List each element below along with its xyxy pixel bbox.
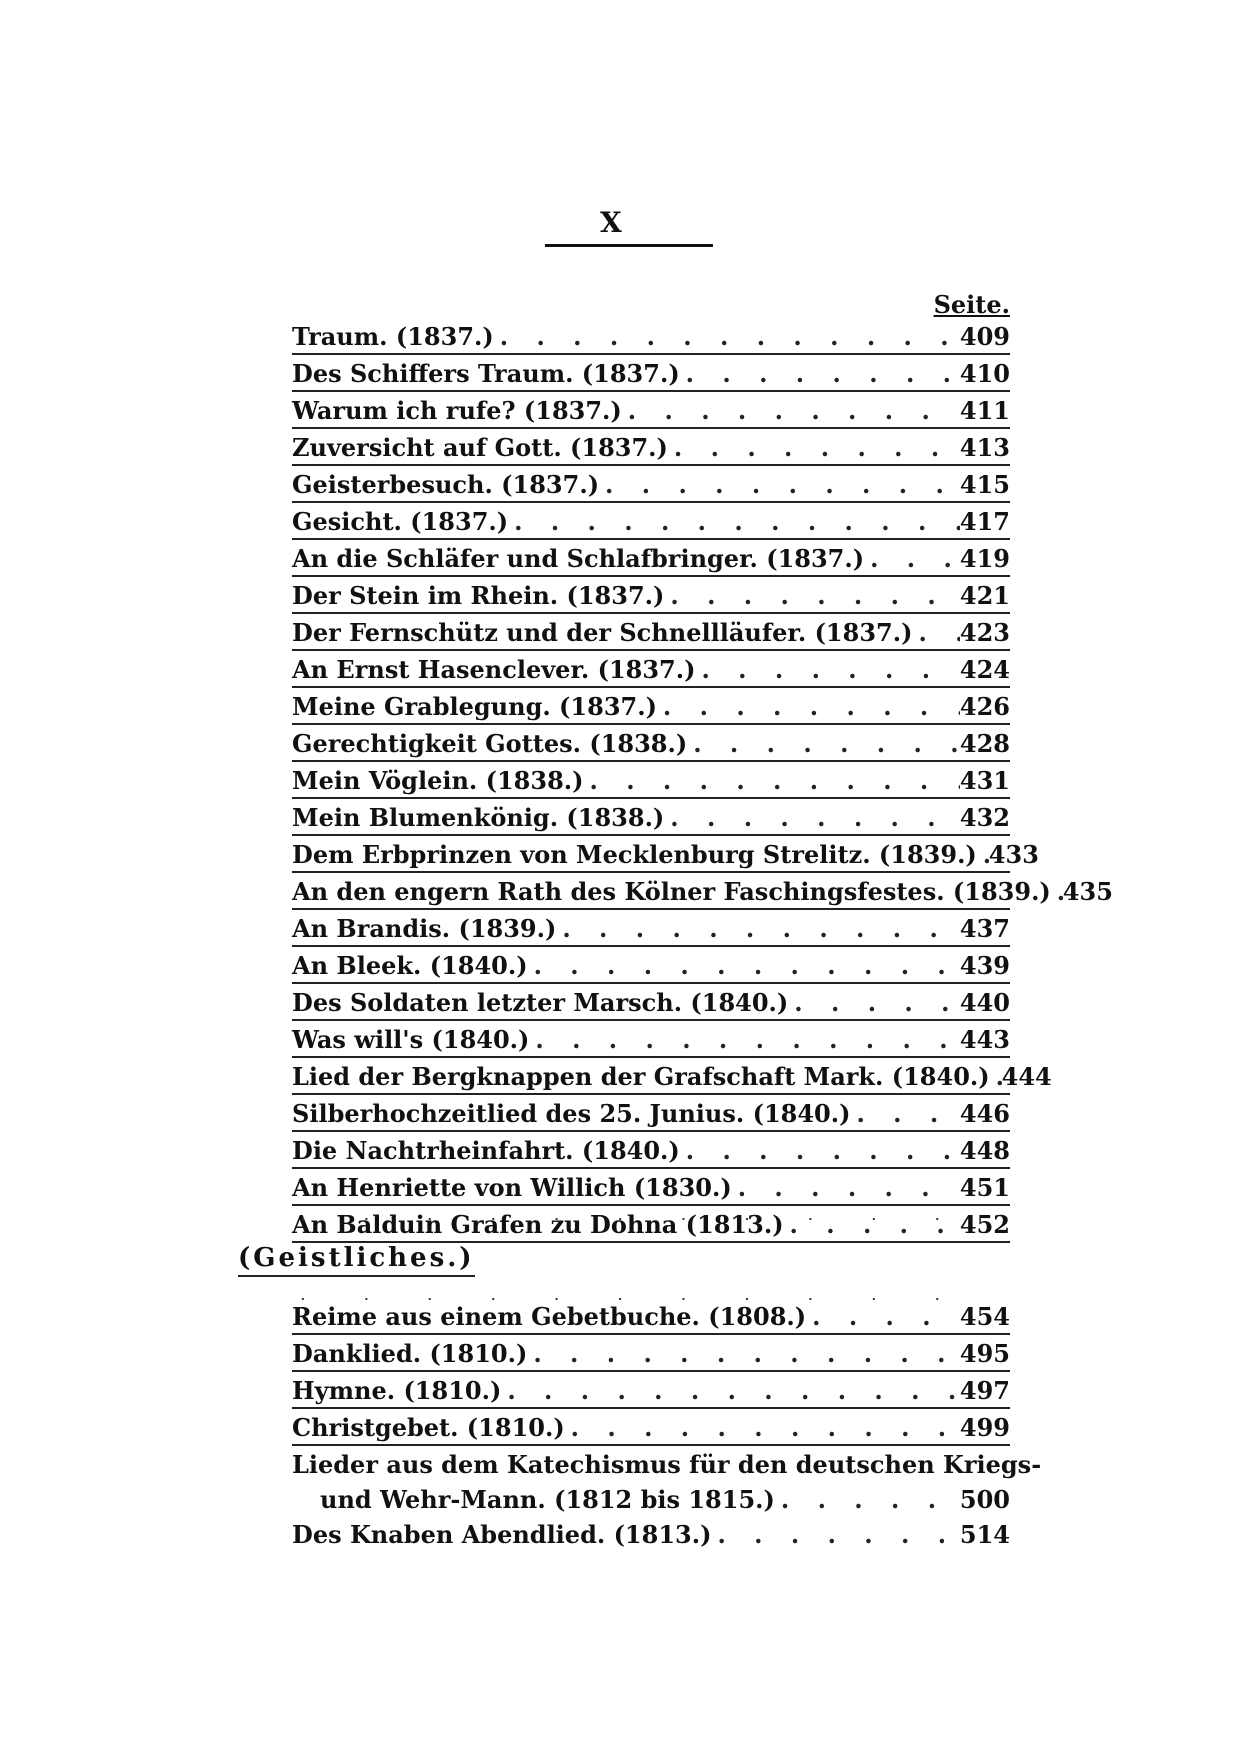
toc-entry-page: 411: [959, 396, 1010, 425]
toc-entry-title: und Wehr-Mann. (1812 bis 1815.): [320, 1485, 775, 1514]
dot-leader: [732, 1174, 960, 1204]
toc-entry: [292, 540, 1010, 577]
toc-entry-title: Lied der Bergknappen der Grafschaft Mark. (1840.): [292, 1062, 990, 1091]
dot-leader: [788, 989, 960, 1019]
toc-entry-title: Meine Grablegung. (1837.): [292, 692, 657, 721]
toc-entry-title: Reime aus einem Gebetbuche. (1808.): [292, 1302, 807, 1331]
toc-entry-page: 497: [959, 1376, 1010, 1405]
toc-entry-page: 451: [959, 1173, 1010, 1202]
toc-entry-page: 499: [959, 1413, 1010, 1442]
dot-leader: [668, 434, 960, 464]
dot-row: [300, 1210, 1000, 1220]
toc-entry-title: Gesicht. (1837.): [292, 507, 509, 536]
dot-leader: [622, 397, 960, 427]
toc-entry-title: Gerechtigkeit Gottes. (1838.): [292, 729, 688, 758]
toc-entry: [292, 836, 1039, 873]
toc-entry: [292, 614, 1010, 651]
toc-entry: [292, 725, 1010, 762]
toc-entry-title: An Balduin Grafen zu Dohna (1813.): [292, 1210, 784, 1239]
dot-leader: [565, 1414, 960, 1444]
toc-entry-page: 431: [959, 766, 1010, 795]
toc-entry-title: Christgebet. (1810.): [292, 1413, 565, 1442]
toc-entry-page: 446: [959, 1099, 1010, 1128]
toc-entry: [292, 947, 1010, 984]
dot-leader: [657, 693, 960, 723]
toc-entry: [292, 429, 1010, 466]
dot-leader: [912, 619, 959, 649]
dot-leader: [695, 656, 959, 686]
toc-entry: [292, 873, 1113, 910]
toc-entry-page: 426: [959, 692, 1010, 721]
section-heading: (Geistliches.): [238, 1243, 475, 1277]
toc-entry-title: An Henriette von Willich (1830.): [292, 1173, 732, 1202]
toc-entry-page: 419: [959, 544, 1010, 573]
toc-entry-page: 452: [959, 1210, 1010, 1239]
toc-entry-title: Des Schiffers Traum. (1837.): [292, 359, 680, 388]
toc-entry: [292, 910, 1010, 947]
toc-entry: [292, 1095, 1010, 1132]
toc-entry-title: Was will's (1840.): [292, 1025, 530, 1054]
dot-leader: [664, 582, 960, 612]
toc-entry-title: Warum ich rufe? (1837.): [292, 396, 622, 425]
toc-entry: [292, 1372, 1010, 1409]
toc-entry-title: Hymne. (1810.): [292, 1376, 502, 1405]
toc-entry-title: An Brandis. (1839.): [292, 914, 557, 943]
dot-leader: [990, 1063, 1002, 1093]
toc-entry-page: 435: [1062, 877, 1113, 906]
toc-entry: [292, 984, 1010, 1021]
dot-leader: [527, 1340, 960, 1370]
toc-entry: [292, 1516, 1010, 1551]
toc-entry-page: 439: [959, 951, 1010, 980]
toc-entry: [292, 1409, 1010, 1446]
toc-list-a: [292, 318, 1113, 1243]
toc-entry-page: 500: [959, 1485, 1010, 1514]
toc-entry: [292, 688, 1010, 725]
toc-entry-title: An Bleek. (1840.): [292, 951, 528, 980]
toc-entry-title: Geisterbesuch. (1837.): [292, 470, 600, 499]
toc-entry: [292, 1446, 1042, 1481]
toc-entry: [292, 1058, 1052, 1095]
dot-leader: [664, 804, 960, 834]
toc-entry-title: Der Stein im Rhein. (1837.): [292, 581, 665, 610]
dot-leader: [501, 1377, 960, 1407]
dot-leader: [850, 1100, 959, 1130]
dot-leader: [687, 730, 960, 760]
toc-entry-title: Zuversicht auf Gott. (1837.): [292, 433, 668, 462]
toc-entry-page: 423: [959, 618, 1010, 647]
dot-leader: [508, 508, 960, 538]
toc-entry-title: Mein Blumenkönig. (1838.): [292, 803, 665, 832]
toc-entry: [292, 318, 1010, 355]
toc-entry: [292, 651, 1010, 688]
toc-entry: [292, 466, 1010, 503]
toc-entry: [292, 762, 1010, 799]
dot-leader: [584, 767, 960, 797]
toc-entry-page: 410: [959, 359, 1010, 388]
dot-leader: [775, 1486, 960, 1516]
dot-leader: [864, 545, 960, 575]
dot-leader: [556, 915, 960, 945]
toc-entry: [292, 355, 1010, 392]
toc-entry-page: 428: [959, 729, 1010, 758]
toc-entry: [292, 1298, 1010, 1335]
toc-entry-title: Dem Erbprinzen von Mecklenburg Strelitz. (1839.): [292, 840, 977, 869]
toc-entry-title: Der Fernschütz und der Schnellläufer. (1837.): [292, 618, 913, 647]
toc-entry: [292, 1481, 1010, 1516]
toc-entry-title: Die Nachtrheinfahrt. (1840.): [292, 1136, 680, 1165]
toc-entry: [292, 1335, 1010, 1372]
page-number: X: [600, 206, 622, 239]
toc-entry-page: 495: [959, 1339, 1010, 1368]
toc-entry-page: 433: [988, 840, 1039, 869]
toc-entry-page: 432: [959, 803, 1010, 832]
dot-leader: [528, 952, 960, 982]
toc-entry-page: 415: [959, 470, 1010, 499]
toc-entry-page: 424: [959, 655, 1010, 684]
toc-entry-page: 514: [959, 1520, 1010, 1549]
toc-entry: [292, 1132, 1010, 1169]
toc-entry: [292, 1169, 1010, 1206]
dot-leader: [806, 1303, 960, 1333]
toc-entry-title: Lieder aus dem Katechismus für den deutschen Kriegs-: [292, 1450, 1042, 1479]
toc-entry-page: 440: [959, 988, 1010, 1017]
toc-entry-page: 443: [959, 1025, 1010, 1054]
toc-entry: [292, 799, 1010, 836]
toc-entry-title: Traum. (1837.): [292, 322, 494, 351]
toc-entry-page: 444: [1001, 1062, 1052, 1091]
dot-leader: [680, 1137, 960, 1167]
toc-entry: [292, 503, 1010, 540]
page-column-heading: Seite.: [933, 290, 1010, 319]
toc-entry-page: 454: [959, 1302, 1010, 1331]
toc-entry-title: An Ernst Hasenclever. (1837.): [292, 655, 696, 684]
toc-entry-title: Des Knaben Abendlied. (1813.): [292, 1520, 712, 1549]
header-rule: [545, 244, 713, 247]
dot-leader: [599, 471, 960, 501]
toc-entry-title: An den engern Rath des Kölner Faschingsfestes. (1839.): [292, 877, 1051, 906]
toc-entry: [292, 1021, 1010, 1058]
dot-leader: [711, 1521, 959, 1551]
toc-entry-page: 409: [959, 322, 1010, 351]
toc-entry-title: Des Soldaten letzter Marsch. (1840.): [292, 988, 789, 1017]
toc-entry-title: An die Schläfer und Schlafbringer. (1837.): [292, 544, 865, 573]
dot-leader: [1051, 878, 1063, 908]
toc-entry-title: Danklied. (1810.): [292, 1339, 528, 1368]
toc-list-b: [292, 1298, 1042, 1551]
toc-entry-page: 413: [959, 433, 1010, 462]
dot-leader: [977, 841, 989, 871]
toc-entry-page: 421: [959, 581, 1010, 610]
toc-entry: [292, 577, 1010, 614]
toc-entry: [292, 392, 1010, 429]
dot-leader: [494, 323, 960, 353]
dot-leader: [680, 360, 960, 390]
toc-entry-page: 417: [959, 507, 1010, 536]
toc-entry-page: 448: [959, 1136, 1010, 1165]
toc-entry-page: 437: [959, 914, 1010, 943]
dot-leader: [529, 1026, 960, 1056]
toc-entry-title: Mein Vöglein. (1838.): [292, 766, 584, 795]
toc-entry-title: Silberhochzeitlied des 25. Junius. (1840.): [292, 1099, 851, 1128]
